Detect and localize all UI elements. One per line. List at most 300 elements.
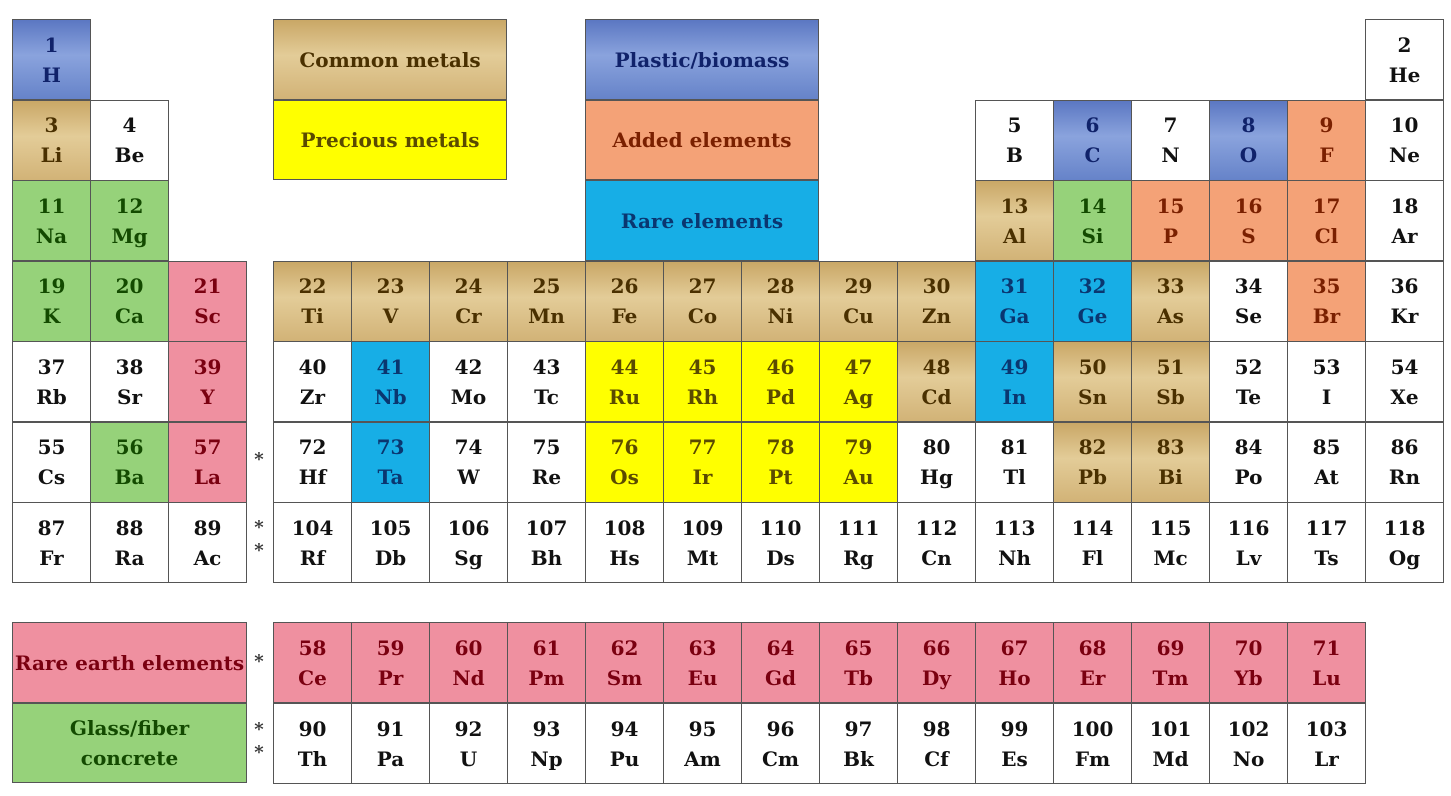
element-symbol: I <box>1321 384 1332 409</box>
element-symbol: Ca <box>115 304 144 328</box>
element-cell-te <box>1209 341 1288 422</box>
element-symbol: Ga <box>999 304 1030 328</box>
element-cell-ga <box>975 261 1054 342</box>
element-cell-pa <box>351 703 430 784</box>
atomic-number: 86 <box>1390 435 1419 459</box>
element-symbol: P <box>1162 223 1179 248</box>
element-symbol: Fm <box>1074 746 1111 771</box>
element-cell-os <box>585 422 664 503</box>
element-symbol: Hs <box>609 545 640 570</box>
atomic-number: 87 <box>37 515 66 540</box>
element-cell-yb <box>1209 622 1288 703</box>
element-symbol: Mg <box>111 223 148 248</box>
element-symbol: Zr <box>299 384 326 409</box>
atomic-number: 34 <box>1234 274 1263 298</box>
element-cell-na <box>12 180 91 261</box>
atomic-number: 85 <box>1312 435 1341 459</box>
element-cell-mn <box>507 261 586 342</box>
atomic-number: 7 <box>1163 113 1178 137</box>
element-symbol: Ce <box>298 665 327 690</box>
element-symbol: Mo <box>450 384 487 409</box>
element-symbol: Lv <box>1235 545 1262 570</box>
atomic-number: 80 <box>922 435 951 459</box>
atomic-number: 47 <box>844 354 873 379</box>
element-cell-fe <box>585 261 664 342</box>
atomic-number: 64 <box>766 635 795 660</box>
element-symbol: Pr <box>377 665 404 690</box>
element-cell-ac <box>168 502 247 583</box>
element-cell-si <box>1053 180 1132 261</box>
element-symbol: Tl <box>1003 465 1026 489</box>
element-cell-po <box>1209 422 1288 503</box>
atomic-number: 52 <box>1234 354 1263 379</box>
element-cell-rn <box>1365 422 1444 503</box>
element-symbol: Po <box>1234 465 1263 489</box>
atomic-number: 113 <box>993 515 1036 540</box>
element-symbol: Nb <box>374 384 407 409</box>
element-symbol: Th <box>297 746 328 771</box>
element-symbol: Re <box>531 465 562 489</box>
element-symbol: W <box>457 465 480 489</box>
element-cell-fm <box>1053 703 1132 784</box>
atomic-number: 114 <box>1071 515 1114 540</box>
asterisk-marker: * <box>254 742 264 763</box>
element-symbol: Nh <box>998 545 1031 570</box>
element-cell-sc <box>168 261 247 342</box>
atomic-number: 54 <box>1390 354 1419 379</box>
atomic-number: 92 <box>454 716 483 741</box>
element-symbol: Ac <box>193 545 222 570</box>
asterisk-marker: * <box>254 449 264 470</box>
element-symbol: Ag <box>843 384 874 409</box>
element-symbol: Co <box>687 304 718 328</box>
element-symbol: Mt <box>686 545 719 570</box>
element-symbol: Ir <box>692 465 713 489</box>
element-symbol: Gd <box>764 665 797 690</box>
element-symbol: Sg <box>454 545 483 570</box>
element-symbol: Hg <box>920 465 953 489</box>
atomic-number: 84 <box>1234 435 1263 459</box>
element-symbol: Os <box>610 465 639 489</box>
element-symbol: Lu <box>1312 665 1341 690</box>
element-cell-nb <box>351 341 430 422</box>
element-symbol: Sb <box>1156 384 1185 409</box>
element-symbol: Ta <box>377 465 404 489</box>
element-symbol: Ds <box>766 545 795 570</box>
element-cell-mt <box>663 502 742 583</box>
element-symbol: Tc <box>534 384 559 409</box>
atomic-number: 17 <box>1312 193 1341 218</box>
element-cell-ca <box>90 261 169 342</box>
element-cell-tm <box>1131 622 1210 703</box>
atomic-number: 2 <box>1397 32 1412 57</box>
atomic-number: 33 <box>1156 274 1185 298</box>
element-symbol: Ar <box>1391 223 1418 248</box>
atomic-number: 40 <box>298 354 327 379</box>
atomic-number: 93 <box>532 716 561 741</box>
element-symbol: Nd <box>452 665 485 690</box>
element-symbol: Au <box>843 465 874 489</box>
atomic-number: 39 <box>193 354 222 379</box>
atomic-number: 59 <box>376 635 405 660</box>
atomic-number: 65 <box>844 635 873 660</box>
element-cell-ds <box>741 502 820 583</box>
element-symbol: Zn <box>921 304 952 328</box>
atomic-number: 67 <box>1000 635 1029 660</box>
legend-precious-metals <box>273 100 507 180</box>
atomic-number: 46 <box>766 354 795 379</box>
element-symbol: Mn <box>528 304 565 328</box>
element-cell-lv <box>1209 502 1288 583</box>
atomic-number: 97 <box>844 716 873 741</box>
atomic-number: 62 <box>610 635 639 660</box>
element-cell-bk <box>819 703 898 784</box>
asterisk-marker: * <box>254 517 264 538</box>
atomic-number: 16 <box>1234 193 1263 218</box>
element-cell-cd <box>897 341 976 422</box>
atomic-number: 37 <box>37 354 66 379</box>
element-cell-mo <box>429 341 508 422</box>
atomic-number: 42 <box>454 354 483 379</box>
element-cell-bi <box>1131 422 1210 503</box>
atomic-number: 9 <box>1319 113 1334 137</box>
asterisk-marker: * <box>254 651 264 672</box>
element-cell-s <box>1209 180 1288 261</box>
atomic-number: 117 <box>1305 515 1348 540</box>
element-cell-sg <box>429 502 508 583</box>
element-cell-i <box>1287 341 1366 422</box>
atomic-number: 77 <box>688 435 717 459</box>
element-cell-ge <box>1053 261 1132 342</box>
element-cell-am <box>663 703 742 784</box>
element-cell-es <box>975 703 1054 784</box>
element-symbol: Mc <box>1153 545 1188 570</box>
element-cell-k <box>12 261 91 342</box>
element-cell-be <box>90 100 169 181</box>
atomic-number: 83 <box>1156 435 1185 459</box>
element-symbol: Rf <box>299 545 326 570</box>
element-cell-ra <box>90 502 169 583</box>
atomic-number: 99 <box>1000 716 1029 741</box>
element-symbol: Db <box>374 545 407 570</box>
atomic-number: 3 <box>44 113 59 137</box>
element-symbol: Es <box>1001 746 1028 771</box>
atomic-number: 38 <box>115 354 144 379</box>
atomic-number: 48 <box>922 354 951 379</box>
atomic-number: 50 <box>1078 354 1107 379</box>
atomic-number: 30 <box>922 274 951 298</box>
legend-label: Rare elements <box>620 208 784 233</box>
element-symbol: Kr <box>1390 304 1419 328</box>
element-symbol: O <box>1239 143 1258 167</box>
element-cell-fr <box>12 502 91 583</box>
element-cell-n <box>1131 100 1210 181</box>
element-symbol: As <box>1157 304 1184 328</box>
atomic-number: 23 <box>376 274 405 298</box>
element-symbol: In <box>1002 384 1027 409</box>
atomic-number: 22 <box>298 274 327 298</box>
element-cell-ta <box>351 422 430 503</box>
element-cell-zr <box>273 341 352 422</box>
element-symbol: Cl <box>1314 223 1339 248</box>
element-symbol: Np <box>530 746 563 771</box>
atomic-number: 94 <box>610 716 639 741</box>
atomic-number: 60 <box>454 635 483 660</box>
atomic-number: 91 <box>376 716 405 741</box>
atomic-number: 12 <box>115 193 144 218</box>
element-cell-br <box>1287 261 1366 342</box>
atomic-number: 26 <box>610 274 639 298</box>
element-symbol: Tm <box>1152 665 1189 690</box>
element-cell-rg <box>819 502 898 583</box>
element-cell-hs <box>585 502 664 583</box>
atomic-number: 112 <box>915 515 958 540</box>
atomic-number: 28 <box>766 274 795 298</box>
atomic-number: 56 <box>115 435 144 459</box>
element-symbol: N <box>1161 143 1180 167</box>
atomic-number: 105 <box>369 515 412 540</box>
element-cell-as <box>1131 261 1210 342</box>
element-symbol: Si <box>1081 223 1104 248</box>
atomic-number: 51 <box>1156 354 1185 379</box>
element-symbol: Ni <box>767 304 794 328</box>
element-cell-er <box>1053 622 1132 703</box>
atomic-number: 81 <box>1000 435 1029 459</box>
element-cell-b <box>975 100 1054 181</box>
element-cell-ts <box>1287 502 1366 583</box>
element-cell-rh <box>663 341 742 422</box>
atomic-number: 79 <box>844 435 873 459</box>
element-cell-ba <box>90 422 169 503</box>
element-symbol: Cs <box>37 465 66 489</box>
element-symbol: S <box>1241 223 1256 248</box>
element-symbol: Be <box>114 143 145 167</box>
element-symbol: Yb <box>1234 665 1263 690</box>
element-cell-ti <box>273 261 352 342</box>
element-symbol: U <box>459 746 478 771</box>
atomic-number: 15 <box>1156 193 1185 218</box>
element-symbol: Y <box>200 384 215 409</box>
legend-label: Common metals <box>299 47 481 72</box>
element-symbol: Sr <box>117 384 142 409</box>
atomic-number: 116 <box>1227 515 1270 540</box>
element-cell-cr <box>429 261 508 342</box>
element-symbol: Fl <box>1081 545 1104 570</box>
atomic-number: 25 <box>532 274 561 298</box>
element-symbol: Lr <box>1314 746 1339 771</box>
atomic-number: 43 <box>532 354 561 379</box>
element-symbol: Pt <box>768 465 793 489</box>
atomic-number: 61 <box>532 635 561 660</box>
element-symbol: Er <box>1079 665 1106 690</box>
element-symbol: Rb <box>36 384 67 409</box>
element-cell-rf <box>273 502 352 583</box>
element-cell-li <box>12 100 91 181</box>
atomic-number: 71 <box>1312 635 1341 660</box>
atomic-number: 53 <box>1312 354 1341 379</box>
element-symbol: Cr <box>455 304 482 328</box>
atomic-number: 31 <box>1000 274 1029 298</box>
element-symbol: La <box>193 465 222 489</box>
element-symbol: K <box>42 304 61 328</box>
element-symbol: Bk <box>843 746 874 771</box>
element-cell-xe <box>1365 341 1444 422</box>
element-cell-nh <box>975 502 1054 583</box>
atomic-number: 18 <box>1390 193 1419 218</box>
element-cell-db <box>351 502 430 583</box>
atomic-number: 106 <box>447 515 490 540</box>
element-cell-pr <box>351 622 430 703</box>
element-cell-hf <box>273 422 352 503</box>
element-cell-al <box>975 180 1054 261</box>
atomic-number: 13 <box>1000 193 1029 218</box>
atomic-number: 11 <box>37 193 66 218</box>
element-cell-c <box>1053 100 1132 181</box>
element-symbol: Sn <box>1078 384 1107 409</box>
atomic-number: 102 <box>1227 716 1270 741</box>
element-cell-at <box>1287 422 1366 503</box>
atomic-number: 29 <box>844 274 873 298</box>
atomic-number: 66 <box>922 635 951 660</box>
element-symbol: Rg <box>843 545 874 570</box>
atomic-number: 75 <box>532 435 561 459</box>
atomic-number: 32 <box>1078 274 1107 298</box>
atomic-number: 41 <box>376 354 405 379</box>
element-symbol: F <box>1319 143 1334 167</box>
element-symbol: Tb <box>844 665 873 690</box>
atomic-number: 108 <box>603 515 646 540</box>
element-cell-bh <box>507 502 586 583</box>
element-cell-rb <box>12 341 91 422</box>
element-symbol: Li <box>40 143 63 167</box>
element-symbol: He <box>1388 62 1421 87</box>
element-symbol: Sm <box>606 665 643 690</box>
element-cell-kr <box>1365 261 1444 342</box>
atomic-number: 14 <box>1078 193 1107 218</box>
element-cell-ce <box>273 622 352 703</box>
element-symbol: Fr <box>39 545 64 570</box>
element-cell-p <box>1131 180 1210 261</box>
atomic-number: 72 <box>298 435 327 459</box>
legend-glass-fiber-concrete <box>12 703 247 783</box>
element-symbol: Ge <box>1077 304 1108 328</box>
element-cell-tl <box>975 422 1054 503</box>
element-cell-dy <box>897 622 976 703</box>
element-symbol: At <box>1314 465 1339 489</box>
atomic-number: 27 <box>688 274 717 298</box>
atomic-number: 107 <box>525 515 568 540</box>
element-cell-in <box>975 341 1054 422</box>
element-symbol: Xe <box>1390 384 1419 409</box>
element-symbol: Se <box>1234 304 1263 328</box>
element-cell-v <box>351 261 430 342</box>
element-cell-tb <box>819 622 898 703</box>
element-symbol: Bi <box>1158 465 1183 489</box>
atomic-number: 70 <box>1234 635 1263 660</box>
atomic-number: 101 <box>1149 716 1192 741</box>
asterisk-marker: * <box>254 719 264 740</box>
atomic-number: 104 <box>291 515 334 540</box>
element-cell-eu <box>663 622 742 703</box>
legend-label: Rare earth elements <box>14 650 245 675</box>
element-cell-fl <box>1053 502 1132 583</box>
element-symbol: B <box>1006 143 1023 167</box>
element-cell-sr <box>90 341 169 422</box>
element-cell-ir <box>663 422 742 503</box>
element-symbol: Dy <box>922 665 951 690</box>
legend-label: Added elements <box>612 128 792 152</box>
element-symbol: C <box>1084 143 1101 167</box>
element-symbol: Ho <box>998 665 1031 690</box>
element-cell-sb <box>1131 341 1210 422</box>
atomic-number: 69 <box>1156 635 1185 660</box>
atomic-number: 19 <box>37 274 66 298</box>
element-symbol: Ts <box>1314 545 1339 570</box>
element-symbol: Hf <box>298 465 327 489</box>
atomic-number: 4 <box>122 113 137 137</box>
atomic-number: 55 <box>37 435 66 459</box>
legend-rare-elements <box>585 180 819 261</box>
element-cell-cl <box>1287 180 1366 261</box>
atomic-number: 5 <box>1007 113 1022 137</box>
atomic-number: 58 <box>298 635 327 660</box>
element-cell-ar <box>1365 180 1444 261</box>
element-cell-mg <box>90 180 169 261</box>
legend-label: Glass/fiber concrete <box>69 716 190 770</box>
element-cell-og <box>1365 502 1444 583</box>
element-cell-ni <box>741 261 820 342</box>
atomic-number: 111 <box>837 515 880 540</box>
element-cell-pd <box>741 341 820 422</box>
element-cell-lu <box>1287 622 1366 703</box>
element-cell-no <box>1209 703 1288 784</box>
element-symbol: Cn <box>921 545 952 570</box>
element-cell-ag <box>819 341 898 422</box>
atomic-number: 95 <box>688 716 717 741</box>
legend-label: Plastic/biomass <box>614 47 790 72</box>
element-cell-au <box>819 422 898 503</box>
atomic-number: 10 <box>1390 113 1419 137</box>
element-cell-o <box>1209 100 1288 181</box>
atomic-number: 100 <box>1071 716 1114 741</box>
element-cell-mc <box>1131 502 1210 583</box>
atomic-number: 8 <box>1241 113 1256 137</box>
element-cell-lr <box>1287 703 1366 784</box>
element-symbol: Am <box>684 746 721 771</box>
atomic-number: 115 <box>1149 515 1192 540</box>
atomic-number: 118 <box>1383 515 1426 540</box>
atomic-number: 49 <box>1000 354 1029 379</box>
element-symbol: Ne <box>1388 143 1420 167</box>
legend-rare-earth-elements <box>12 622 247 703</box>
atomic-number: 21 <box>193 274 222 298</box>
element-symbol: Md <box>1152 746 1189 771</box>
element-cell-la <box>168 422 247 503</box>
element-symbol: V <box>382 304 399 328</box>
atomic-number: 76 <box>610 435 639 459</box>
element-symbol: Ra <box>114 545 145 570</box>
element-cell-he <box>1365 19 1444 100</box>
element-cell-ru <box>585 341 664 422</box>
element-symbol: Fe <box>611 304 638 328</box>
legend-common-metals <box>273 19 507 100</box>
element-cell-tc <box>507 341 586 422</box>
atomic-number: 96 <box>766 716 795 741</box>
element-symbol: Cd <box>921 384 952 409</box>
element-symbol: Pd <box>765 384 796 409</box>
element-cell-w <box>429 422 508 503</box>
element-cell-u <box>429 703 508 784</box>
